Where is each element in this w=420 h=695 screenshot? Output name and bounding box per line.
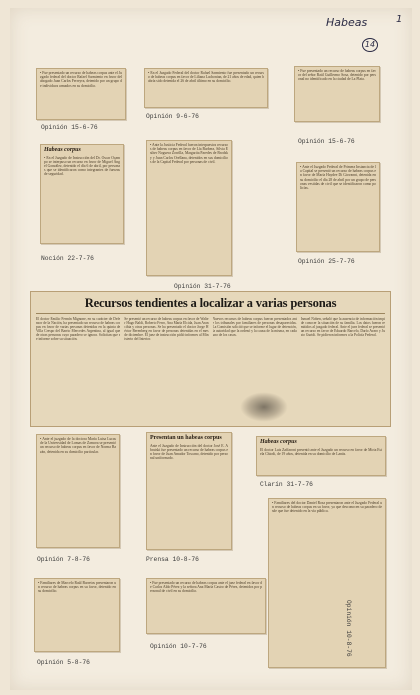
news-clipping: • En el Juzgado Federal del doctor Rafael Sarmiento fue presentado un recurso de habeas corpus en favor de Liliana Lachonian, de 21 años de edad, quien habría sido detenida el 26 de abril último en su domicilio.	[144, 68, 268, 108]
article-column: Ismael Noben, señaló que la ausencia de información impide conocer la situación de su familia. Los datos fueron remitidos al juzgado federal. Ante el juez federal se presentó un recurso en favor de Eduardo Barcelo, Darío Avaro y Justo Guridi. Se pidieron informes a la Policía Federal.	[300, 317, 385, 338]
news-clipping: Presentan un habeas corpus Ante el Juzgado de Instrucción del doctor José E. Abrutski fue presentado un recurso de habeas corpus en favor de Juan Amador Toscano, detenido por personal uniformado.	[146, 432, 232, 550]
clipping-caption: Opinión 15-6-76	[298, 138, 355, 145]
news-clipping: • Ante el Juzgado Federal de Primera Instancia de la Capital se presentó un recurso de habeas corpus en favor de María Haydee Di Giovanni, detenida en su domicilio el día 28 de abril por un grupo de personas vestidas de civil que se identificaron como policías.	[296, 162, 380, 252]
clipping-caption: Opinión 10-7-76	[150, 643, 207, 650]
news-clipping: • Fue presentado un recurso de habeas corpus ante el Juzgado federal del doctor Rafael Sarmiento en favor del abogado Juan Carlos Ferreyra, detenido por un grupo de individuos armados en su domicilio.	[36, 68, 126, 120]
news-clipping: • Familiares del doctor Daniel Rosa presentaron ante el Juzgado Federal un recurso de habeas corpus en su favor, ya que desconocen su paradero desde que fue detenido en la vía pública.	[268, 498, 386, 668]
handwritten-circled-number: 14	[362, 38, 378, 52]
clipping-caption: Opinión 5-8-76	[37, 659, 90, 666]
article-column: Nuevos recursos de habeas corpus fueron presentados ante los tribunales por familiares de personas desaparecidas. La Comisión solicitó que se informe el lugar de detención, la autoridad que la ordenó y la causa de la misma, en cada uno de los casos.	[212, 317, 297, 338]
article-column: El doctor Emilio Fermín Mignone, en su carácter de Defensor de la Nación, ha presentado un recurso de habeas corpus en favor de varias personas detenidas en la quinta de Villa Crespo del Barrio Mercedes Argentina, al igual que de otras personas cuyo paradero se ignora. Solicitan que se informe sobre su situación.	[36, 317, 121, 342]
clipping-caption: Opinión 10-8-76	[345, 600, 352, 657]
article-column: Se presentó un recurso de habeas corpus en favor de Walter Hugo Baldi, Roberto Ferro, Ana María Elcida, Juan Arancibia y otras personas. Se ha presentado el doctor Jorge Héctor Berenberg en favor de personas detenidas en el mes de diciembre. El juez de instrucción pidió informes al Ministerio del Interior.	[124, 317, 209, 342]
clipping-caption: Clarín 31-7-76	[260, 481, 313, 488]
clipping-caption: Noción 22-7-76	[41, 255, 94, 262]
ink-stain	[240, 392, 288, 422]
news-clipping: • Ante la Justicia Federal fueron interpuestos recursos de habeas corpus en favor de Lía Barbera, Silvia Esther Noguera Zorrilla, Margarita Paredes de Brodsky y Juan Carlos Orellana, detenidos en sus domicilios de la Capital Federal por personas de civil.	[146, 140, 232, 276]
clipping-caption: Opinión 9-6-76	[146, 113, 199, 120]
news-clipping: Habeas corpus El doctor Luis Zaffaroni presentó ante el Juzgado un recurso en favor de Mirta Estela Chiodi, de 19 años, detenida en su domicilio de Lanús.	[256, 436, 386, 476]
featured-article	[30, 291, 391, 427]
clipping-caption: Opinión 25-7-76	[298, 258, 355, 265]
handwritten-page-number: 1	[396, 14, 403, 25]
clipping-caption: Opinión 7-8-76	[37, 556, 90, 563]
news-clipping: • Ante el juzgado de la doctora María Luisa Lucas de la Universidad de Lomas de Zamora se presentó un recurso de habeas corpus en favor de Norma Bazán, detenida en su domicilio particular.	[36, 434, 120, 548]
news-clipping: • Fue presentado un recurso de habeas corpus ante el juez federal en favor de Carlos Aldo Pérez y la señora Ana María Castro de Pérez, detenidos por personal de civil en su domicilio.	[146, 578, 266, 634]
article-headline: Recursos tendientes a localizar a varias personas	[36, 296, 385, 314]
news-clipping: • Familiares de Marcelo Raúl Barretos presentaron un recurso de habeas corpus en su favor, detenido en su domicilio.	[34, 578, 120, 652]
clipping-caption: Opinión 15-6-76	[41, 124, 98, 131]
news-clipping: Habeas corpus • En el Juzgado de Instrucción del Dr. Oscar Ocampo se interpuso un recurso en favor de Miguel Ángel González, detenido el día 6 de abril, por personas que se identificaron como integrantes de fuerzas de seguridad.	[40, 144, 124, 244]
clipping-caption: Opinión 31-7-76	[174, 283, 231, 290]
clipping-caption: Prensa 10-8-76	[146, 556, 199, 563]
news-clipping: • Fue presentado un recurso de habeas corpus en favor del señor Raúl Guillermo Sosa, detenido por personal no identificado en la ciudad de La Plata.	[294, 66, 380, 122]
article-columns	[36, 317, 385, 425]
handwritten-note: Habeas	[326, 16, 368, 29]
